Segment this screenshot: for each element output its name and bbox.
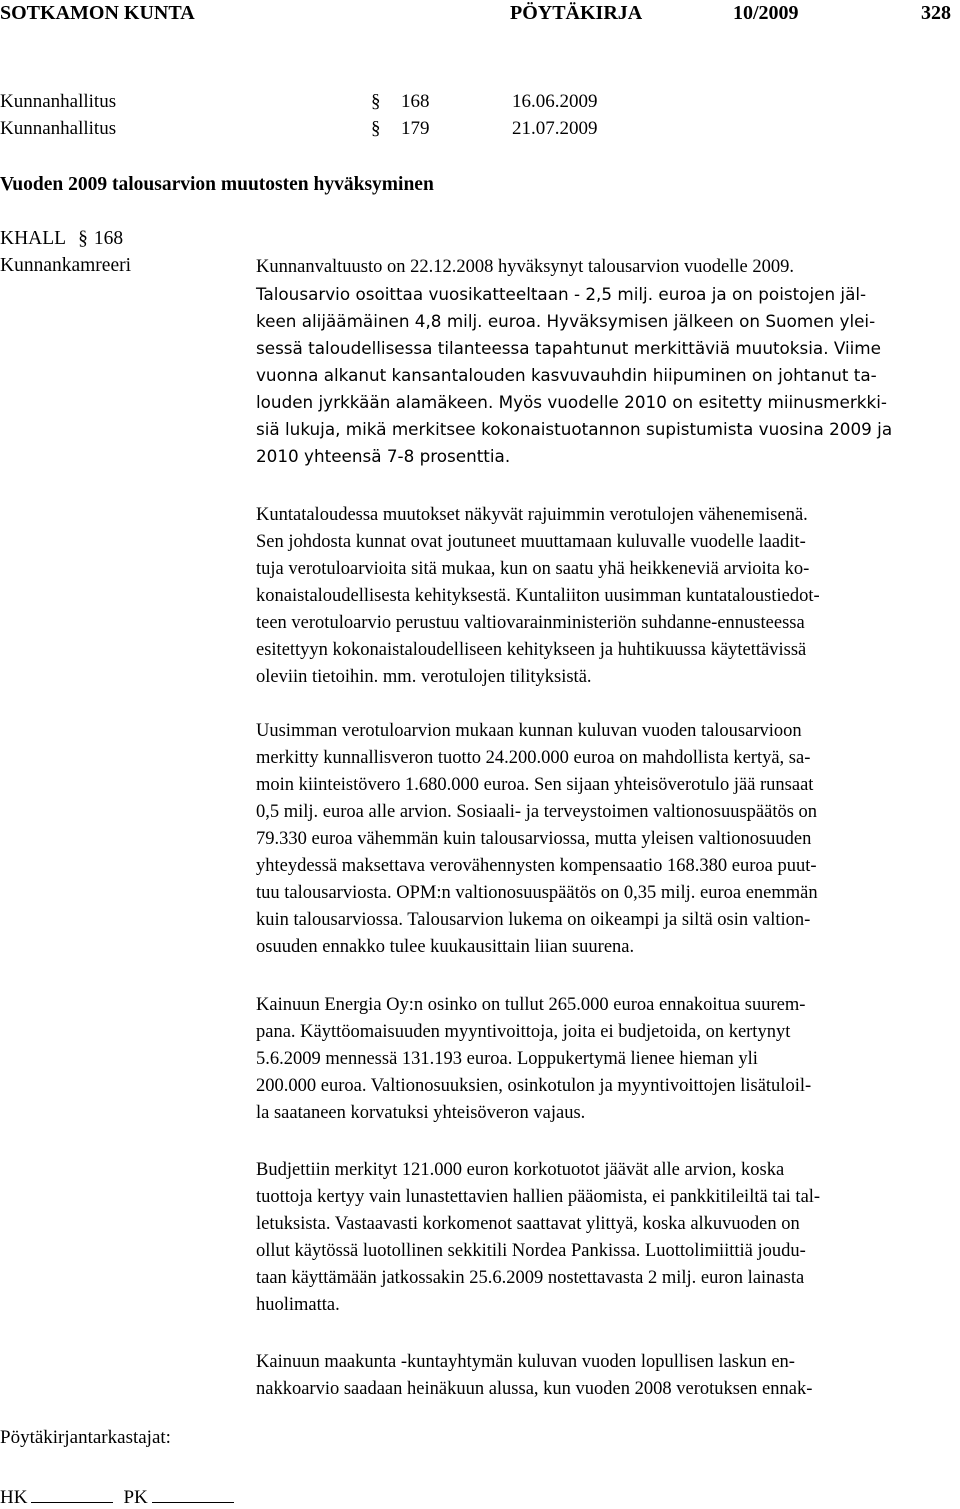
text-line: 0,5 milj. euroa alle arvion. Sosiaali- ja terveystoimen valtionosuuspäätös on bbox=[256, 802, 818, 822]
text-line: 200.000 euroa. Valtionosuuksien, osinkotulon ja myyntivoittojen lisätuloil- bbox=[256, 1076, 812, 1096]
text-line: vuonna alkanut kansantalouden kasvuvauhdin hiipuminen on johtanut ta- bbox=[256, 365, 877, 385]
reference-body: Kunnanhallitus bbox=[0, 91, 117, 112]
khall-section-number: 168 bbox=[93, 228, 124, 249]
text-line: Uusimman verotuloarvion mukaan kunnan kuluvan vuoden talousarvioon bbox=[256, 721, 802, 741]
signature-line bbox=[31, 1484, 113, 1503]
agenda-item-title: Vuoden 2009 talousarvion muutosten hyväksyminen bbox=[0, 174, 434, 195]
text-line: sessä taloudellisessa tilanteessa tapahtunut merkittäviä muutoksia. Viime bbox=[256, 338, 881, 358]
paragraph bbox=[256, 254, 956, 470]
text-line: letuksista. Vastaavasti korkomenot saattavat ylittyä, koska alkuvuoden on bbox=[256, 1214, 800, 1234]
text-line: 5.6.2009 mennessä 131.193 euroa. Loppukertymä lienee hieman yli bbox=[256, 1049, 758, 1069]
text-line: moin kiinteistövero 1.680.000 euroa. Sen sijaan yhteisöverotulo jää runsaat bbox=[256, 775, 814, 795]
document-type: PÖYTÄKIRJA bbox=[510, 2, 643, 24]
text-line: osuuden ennakko tulee kuukausittain liian suurena. bbox=[256, 937, 635, 957]
reference-section-number: 168 bbox=[401, 91, 430, 112]
text-line: pana. Käyttöomaisuuden myyntivoittoja, joita ei budjetoida, on kertynyt bbox=[256, 1022, 791, 1042]
minutes-number: 10/2009 bbox=[733, 2, 799, 24]
text-line: Kuntataloudessa muutokset näkyvät rajuimmin verotulojen vähenemisenä. bbox=[256, 505, 808, 525]
reference-date: 21.07.2009 bbox=[512, 118, 598, 139]
text-line: tuottoja kertyy vain lunastettavien hallien pääomista, ei pankkitileiltä tai tal- bbox=[256, 1187, 821, 1207]
text-line: Sen johdosta kunnat ovat joutuneet muuttamaan kuluvalle vuodelle laadit- bbox=[256, 532, 806, 552]
section-sign: § bbox=[78, 228, 88, 249]
text-line: Kunnanvaltuusto on 22.12.2008 hyväksynyt talousarvion vuodelle 2009. bbox=[256, 257, 794, 277]
text-line: la saataneen korvatuksi yhteisöveron vajaus. bbox=[256, 1103, 586, 1123]
reference-body: Kunnanhallitus bbox=[0, 118, 117, 139]
text-line: 79.330 euroa vähemmän kuin talousarviossa, mutta yleisen valtionosuuden bbox=[256, 829, 812, 849]
text-line: keen alijäämäinen 4,8 milj. euroa. Hyväksymisen jälkeen on Suomen ylei- bbox=[256, 311, 876, 331]
checker-initial: HK bbox=[0, 1487, 28, 1508]
section-sign: § bbox=[371, 91, 381, 112]
paragraph bbox=[256, 1349, 956, 1403]
khall-reference bbox=[0, 228, 123, 250]
text-line: oleviin tietoihin. mm. verotulojen tilityksistä. bbox=[256, 667, 592, 687]
text-line: 2010 yhteensä 7-8 prosenttia. bbox=[256, 446, 511, 466]
text-line: konaistaloudellisesta kehityksestä. Kuntaliiton uusimman kuntataloustiedot- bbox=[256, 586, 820, 606]
text-line: kuin talousarviossa. Talousarvion lukema on oikeampi ja siltä osin valtion- bbox=[256, 910, 811, 930]
minutes-checkers-label: Pöytäkirjantarkastajat: bbox=[0, 1427, 171, 1448]
text-line: Talousarvio osoittaa vuosikatteeltaan - 2,5 milj. euroa ja on poistojen jäl- bbox=[256, 284, 867, 304]
text-line: louden jyrkkään alamäkeen. Myös vuodelle 2010 on esitetty miinusmerkki- bbox=[256, 392, 887, 412]
text-line: Kainuun maakunta -kuntayhtymän kuluvan vuoden lopullisen laskun en- bbox=[256, 1352, 795, 1372]
text-line: yhteydessä maksettava verovähennysten kompensaatio 168.380 euroa puut- bbox=[256, 856, 817, 876]
text-line: merkitty kunnallisveron tuotto 24.200.000 euroa on mahdollista kertyä, sa- bbox=[256, 748, 811, 768]
text-line: huolimatta. bbox=[256, 1295, 340, 1315]
paragraph bbox=[256, 1157, 956, 1319]
checker-initials bbox=[0, 1484, 244, 1509]
presenter-label: Kunnankamreeri bbox=[0, 255, 132, 276]
text-line: nakkoarvio saadaan heinäkuun alussa, kun vuoden 2008 verotuksen ennak- bbox=[256, 1379, 813, 1399]
signature-line bbox=[152, 1484, 234, 1503]
paragraph bbox=[256, 992, 956, 1127]
section-sign: § bbox=[371, 118, 381, 139]
text-line: taan käyttämään jatkossakin 25.6.2009 nostettavasta 2 milj. euron lainasta bbox=[256, 1268, 805, 1288]
text-line: esitettyyn kokonaistaloudelliseen kehitykseen ja huhtikuussa käytettävissä bbox=[256, 640, 807, 660]
page-number: 328 bbox=[921, 2, 951, 24]
checker-initial: PK bbox=[123, 1487, 148, 1508]
text-line: tuja verotuloarvioita sitä mukaa, kun on saatu yhä heikkeneviä arvioita ko- bbox=[256, 559, 810, 579]
text-line: tuu talousarviosta. OPM:n valtionosuuspäätös on 0,35 milj. euroa enemmän bbox=[256, 883, 818, 903]
reference-date: 16.06.2009 bbox=[512, 91, 598, 112]
reference-section-number: 179 bbox=[401, 118, 430, 139]
paragraph bbox=[256, 502, 956, 691]
organization-name: SOTKAMON KUNTA bbox=[0, 2, 195, 24]
text-line: Kainuun Energia Oy:n osinko on tullut 265.000 euroa ennakoitua suurem- bbox=[256, 995, 806, 1015]
text-line: teen verotuloarvio perustuu valtiovarainministeriön suhdanne-ennusteessa bbox=[256, 613, 805, 633]
text-line: ollut käytössä luotollinen sekkitili Nordea Pankissa. Luottolimiittiä joudu- bbox=[256, 1241, 806, 1261]
text-line: Budjettiin merkityt 121.000 euron korkotuotot jäävät alle arvion, koska bbox=[256, 1160, 785, 1180]
paragraph bbox=[256, 718, 956, 961]
text-line: siä lukuja, mikä merkitsee kokonaistuotannon supistumista vuosina 2009 ja bbox=[256, 419, 893, 439]
khall-label: KHALL bbox=[0, 228, 67, 249]
